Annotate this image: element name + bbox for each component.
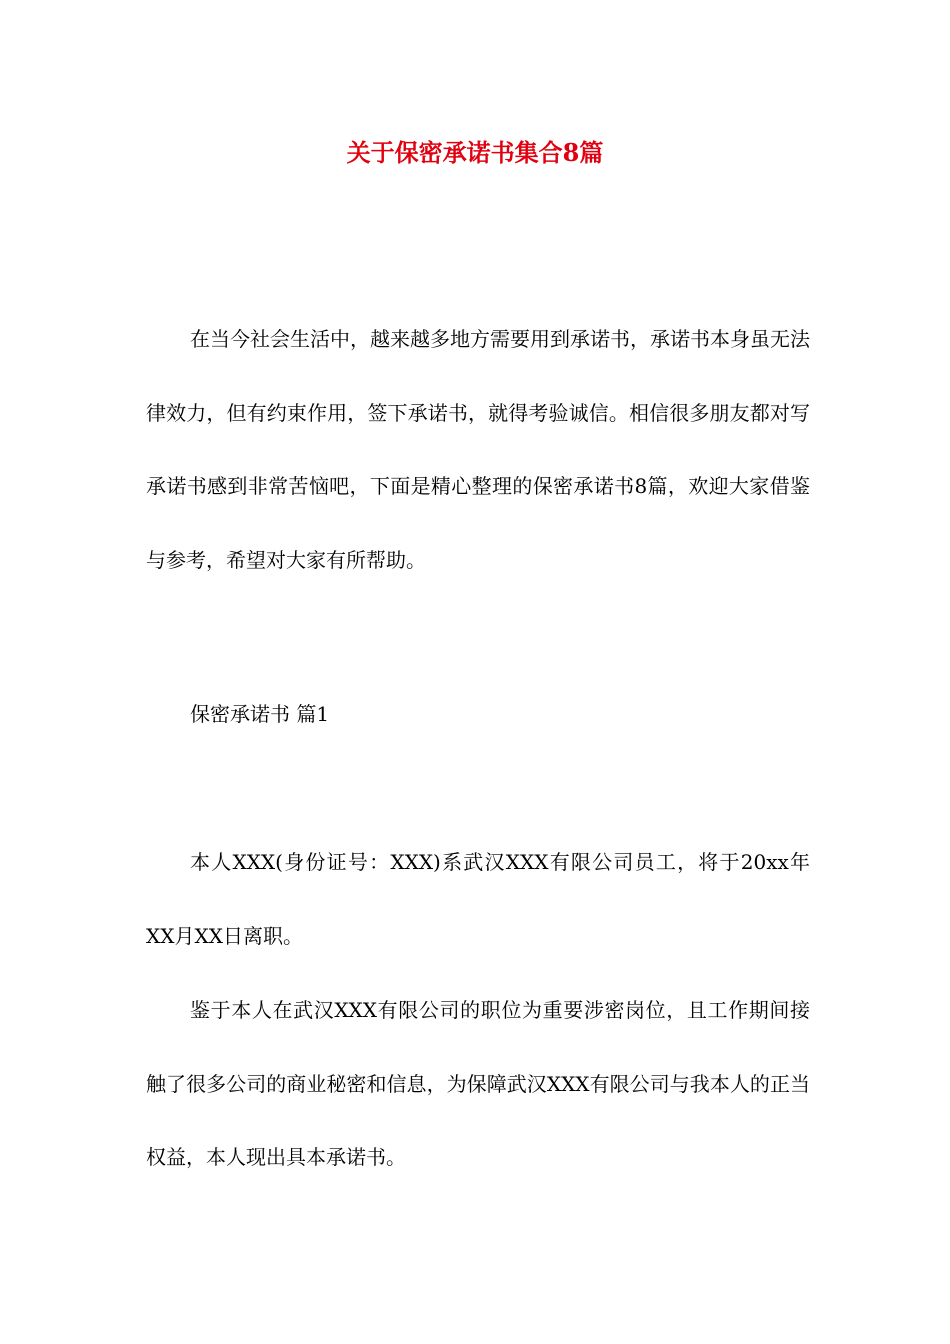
- document-title: 关于保密承诺书集合8篇: [346, 138, 604, 167]
- body-paragraph-2: 鉴于本人在武汉XXX有限公司的职位为重要涉密岗位，且工作期间接触了很多公司的商业秘密和信息，为保障武汉XXX有限公司与我本人的正当权益，本人现出具本承诺书。: [146, 998, 810, 1169]
- intro-paragraph: 在当今社会生活中，越来越多地方需要用到承诺书，承诺书本身虽无法律效力，但有约束作用，签下承诺书，就得考验诚信。相信很多朋友都对写承诺书感到非常苦恼吧，下面是精心整理的保密承诺书8篇，欢迎大家借鉴与参考，希望对大家有所帮助。: [146, 327, 810, 572]
- section-heading: 保密承诺书 篇1: [190, 702, 330, 726]
- body-paragraph-1: 本人XXX(身份证号：XXX)系武汉XXX有限公司员工，将于20xx年XX月XX日离职。: [146, 850, 810, 948]
